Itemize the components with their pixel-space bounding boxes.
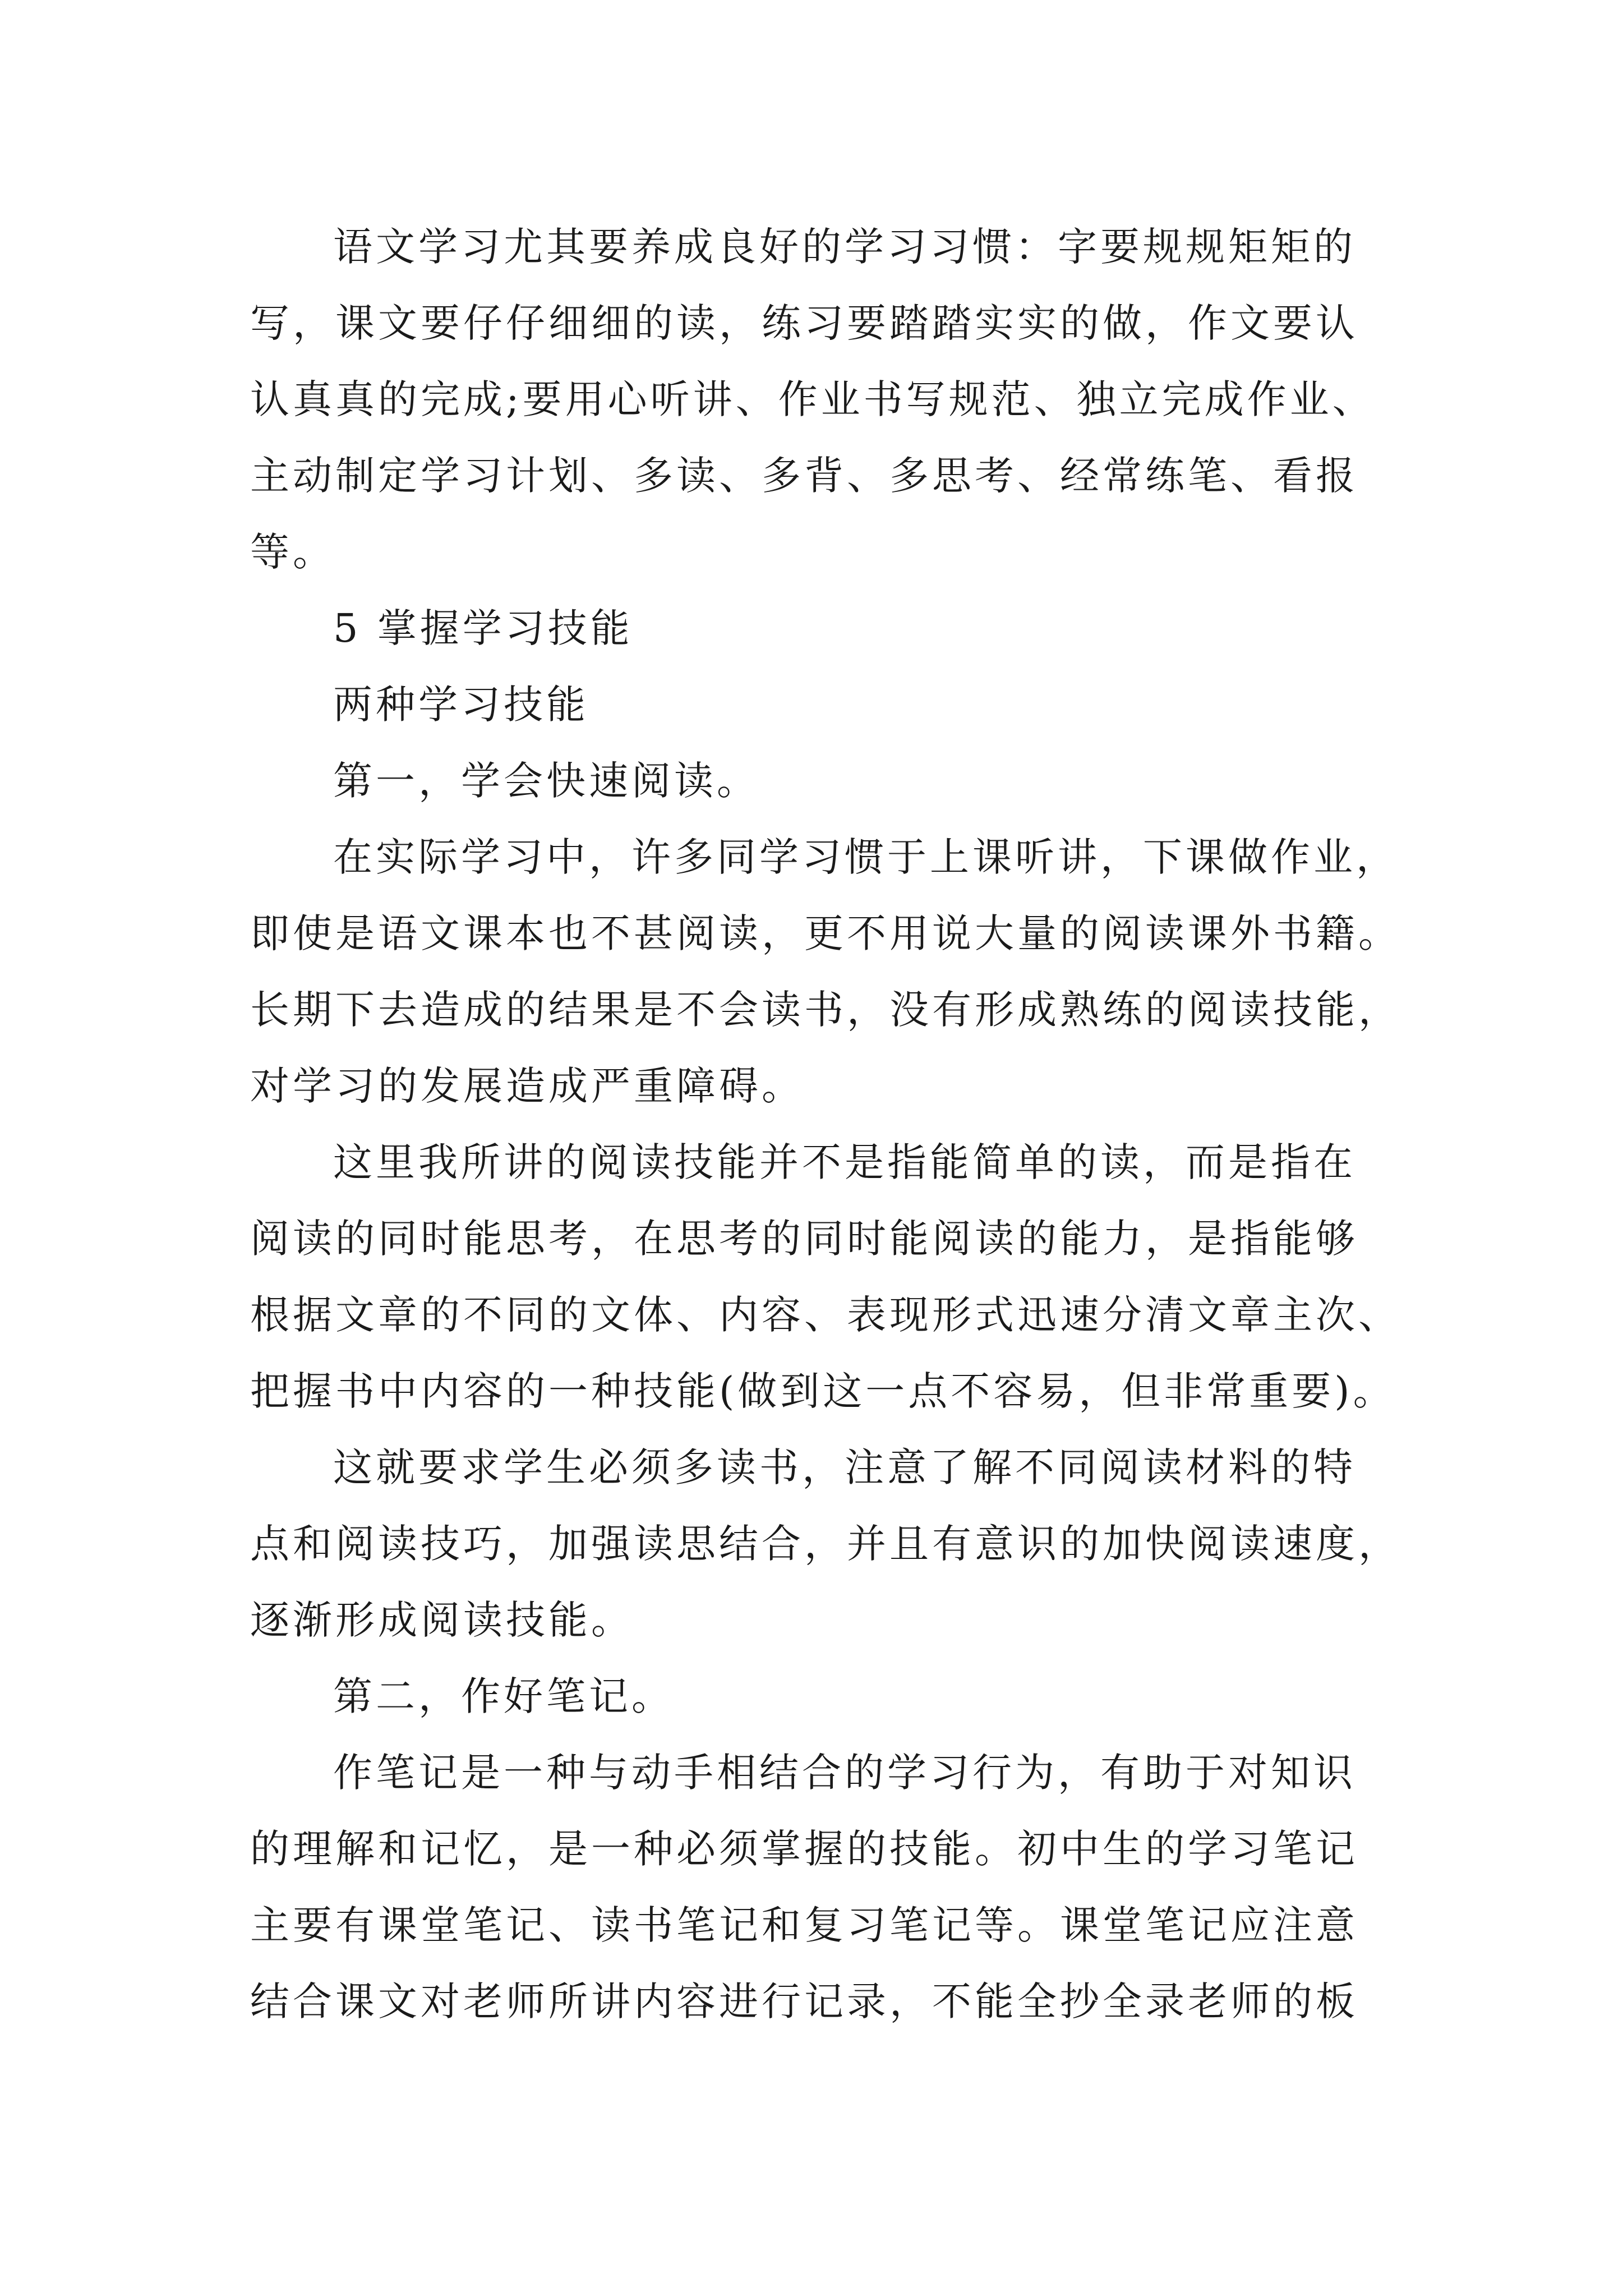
text-line: 的理解和记忆，是一种必须掌握的技能。初中生的学习笔记 bbox=[250, 1826, 1358, 1872]
text-line: 点和阅读技巧，加强读思结合，并且有意识的加快阅读速度， bbox=[250, 1521, 1401, 1567]
text-line: 对学习的发展造成严重障碍。 bbox=[250, 1063, 804, 1109]
text-line: 根据文章的不同的文体、内容、表现形式迅速分清文章主次、 bbox=[250, 1292, 1401, 1338]
text-line: 第二，作好笔记。 bbox=[333, 1673, 674, 1719]
text-line: 5 掌握学习技能 bbox=[333, 605, 633, 651]
text-line: 把握书中内容的一种技能(做到这一点不容易，但非常重要)。 bbox=[250, 1368, 1396, 1414]
text-line: 等。 bbox=[250, 529, 335, 575]
text-line: 两种学习技能 bbox=[333, 682, 589, 728]
text-line: 长期下去造成的结果是不会读书，没有形成熟练的阅读技能， bbox=[250, 987, 1401, 1033]
text-line: 这里我所讲的阅读技能并不是指能简单的读，而是指在 bbox=[333, 1139, 1356, 1185]
text-line: 主要有课堂笔记、读书笔记和复习笔记等。课堂笔记应注意 bbox=[250, 1902, 1358, 1948]
text-line: 在实际学习中，许多同学习惯于上课听讲，下课做作业， bbox=[333, 834, 1399, 880]
text-line: 作笔记是一种与动手相结合的学习行为，有助于对知识 bbox=[333, 1750, 1356, 1796]
text-line: 第一，学会快速阅读。 bbox=[333, 758, 759, 804]
text-line: 结合课文对老师所讲内容进行记录，不能全抄全录老师的板 bbox=[250, 1978, 1358, 2024]
text-line: 主动制定学习计划、多读、多背、多思考、经常练笔、看报 bbox=[250, 453, 1358, 499]
text-line: 写，课文要仔仔细细的读，练习要踏踏实实的做，作文要认 bbox=[250, 300, 1358, 346]
text-line: 即使是语文课本也不甚阅读，更不用说大量的阅读课外书籍。 bbox=[250, 910, 1401, 956]
text-line: 逐渐形成阅读技能。 bbox=[250, 1597, 634, 1643]
text-line: 认真真的完成;要用心听讲、作业书写规范、独立完成作业、 bbox=[250, 376, 1375, 422]
text-line: 阅读的同时能思考，在思考的同时能阅读的能力，是指能够 bbox=[250, 1216, 1358, 1262]
body-text bbox=[250, 209, 1428, 2040]
text-line: 语文学习尤其要养成良好的学习习惯：字要规规矩矩的 bbox=[333, 224, 1356, 270]
text-line: 这就要求学生必须多读书，注意了解不同阅读材料的特 bbox=[333, 1444, 1356, 1490]
